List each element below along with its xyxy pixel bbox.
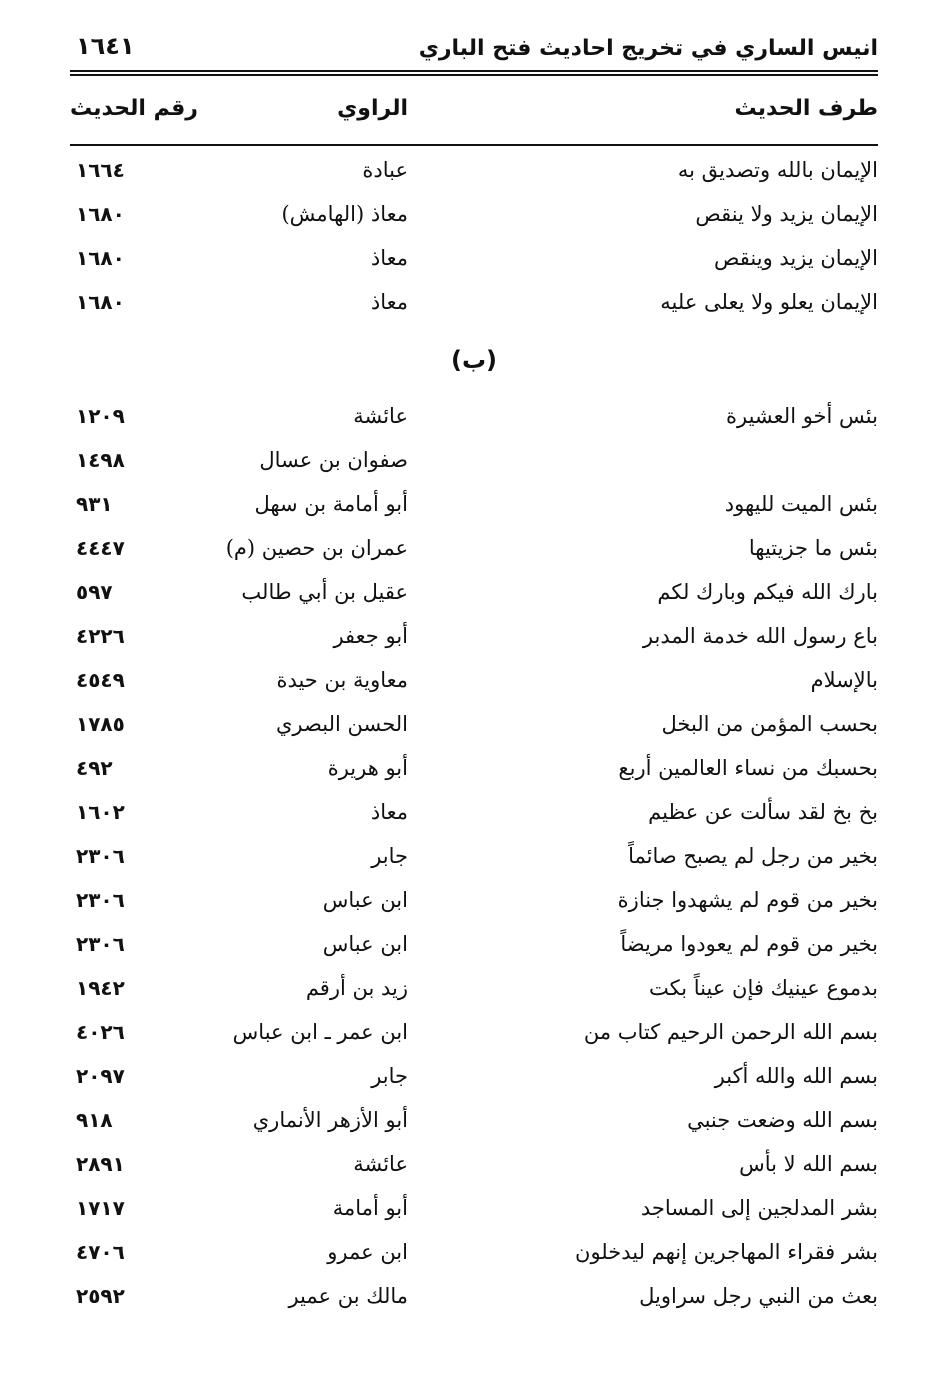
hadith-cell: بسم الله الرحمن الرحيم كتاب من <box>583 1020 878 1044</box>
table-row <box>70 1100 878 1144</box>
hadith-cell: بخير من قوم لم يشهدوا جنازة <box>617 888 878 912</box>
hadith-number-cell: ٢٣٠٦ <box>76 888 125 912</box>
narrator-cell: ابن عباس <box>322 888 408 912</box>
hadith-cell: الإيمان يزيد وينقص <box>714 246 878 270</box>
hadith-number-cell: ١٧٨٥ <box>76 712 125 736</box>
table-row <box>70 968 878 1012</box>
hadith-cell: بشر المدلجين إلى المساجد <box>640 1196 878 1220</box>
index-table <box>70 150 878 1320</box>
hadith-cell: الإيمان يزيد ولا ينقص <box>695 202 878 226</box>
column-header-hadith: طرف الحديث <box>734 96 878 121</box>
section-divider <box>70 326 878 396</box>
hadith-number-cell: ٢٠٩٧ <box>76 1064 125 1088</box>
hadith-number-cell: ١٧١٧ <box>76 1196 125 1220</box>
table-row <box>70 836 878 880</box>
table-row <box>70 282 878 326</box>
table-row <box>70 440 878 484</box>
table-row <box>70 1012 878 1056</box>
table-row <box>70 748 878 792</box>
hadith-number-cell: ١٢٠٩ <box>76 404 125 428</box>
hadith-number-cell: ١٦٨٠ <box>76 202 125 226</box>
narrator-cell: معاذ <box>370 800 408 824</box>
section-label: (ب) <box>450 346 498 374</box>
hadith-cell: بارك الله فيكم وبارك لكم <box>657 580 878 604</box>
hadith-cell: الإيمان يعلو ولا يعلى عليه <box>660 290 878 314</box>
narrator-cell: معاذ <box>370 290 408 314</box>
narrator-cell: أبو جعفر <box>333 624 408 648</box>
hadith-cell: بئس أخو العشيرة <box>726 404 878 428</box>
hadith-number-cell: ١٦٨٠ <box>76 290 125 314</box>
hadith-cell: بدموع عينيك فإن عيناً بكت <box>649 976 878 1000</box>
hadith-cell: الإيمان بالله وتصديق به <box>677 158 878 182</box>
narrator-cell: أبو أمامة بن سهل <box>254 492 408 516</box>
hadith-number-cell: ٤٧٠٦ <box>76 1240 125 1264</box>
hadith-cell: بسم الله لا بأس <box>739 1152 878 1176</box>
table-row <box>70 150 878 194</box>
narrator-cell: ابن عمر ـ ابن عباس <box>232 1020 408 1044</box>
table-row <box>70 194 878 238</box>
narrator-cell: أبو الأزهر الأنماري <box>252 1108 408 1132</box>
table-row <box>70 484 878 528</box>
hadith-number-cell: ٤٩٢ <box>76 756 113 780</box>
hadith-number-cell: ٤٤٤٧ <box>76 536 125 560</box>
table-row <box>70 1144 878 1188</box>
hadith-number-cell: ١٦٠٢ <box>76 800 125 824</box>
hadith-number-cell: ٥٩٧ <box>76 580 113 604</box>
table-row <box>70 880 878 924</box>
hadith-number-cell: ٢٥٩٢ <box>76 1284 125 1308</box>
narrator-cell: صفوان بن عسال <box>259 448 408 472</box>
hadith-number-cell: ٢٣٠٦ <box>76 844 125 868</box>
table-row <box>70 660 878 704</box>
narrator-cell: جابر <box>371 844 408 868</box>
header-rule <box>70 70 878 72</box>
hadith-number-cell: ١٦٦٤ <box>76 158 125 182</box>
table-row <box>70 1276 878 1320</box>
hadith-cell: بئس الميت لليهود <box>724 492 878 516</box>
narrator-cell: الحسن البصري <box>276 712 408 736</box>
hadith-number-cell: ٤٢٢٦ <box>76 624 125 648</box>
hadith-number-cell: ٤٥٤٩ <box>76 668 125 692</box>
header-rule-double <box>70 74 878 76</box>
column-header-number: رقم الحديث <box>70 96 198 121</box>
table-row <box>70 528 878 572</box>
narrator-cell: عائشة <box>353 1152 408 1176</box>
table-row <box>70 924 878 968</box>
narrator-cell: جابر <box>371 1064 408 1088</box>
hadith-number-cell: ٢٨٩١ <box>76 1152 125 1176</box>
narrator-cell: أبو أمامة <box>332 1196 408 1220</box>
hadith-cell: بعث من النبي رجل سراويل <box>639 1284 878 1308</box>
table-row <box>70 792 878 836</box>
narrator-cell: مالك بن عمير <box>288 1284 408 1308</box>
hadith-number-cell: ١٩٤٢ <box>76 976 125 1000</box>
table-row <box>70 1232 878 1276</box>
table-row <box>70 396 878 440</box>
hadith-cell: بسم الله والله أكبر <box>714 1064 878 1088</box>
narrator-cell: أبو هريرة <box>327 756 408 780</box>
column-header-rule <box>70 144 878 146</box>
narrator-cell: عمران بن حصين (م) <box>225 536 408 560</box>
narrator-cell: معاوية بن حيدة <box>276 668 408 692</box>
table-row <box>70 1188 878 1232</box>
hadith-cell: بخير من رجل لم يصبح صائماً <box>628 844 878 868</box>
column-header-narrator: الراوي <box>337 96 408 121</box>
hadith-cell: بخ بخ لقد سألت عن عظيم <box>648 800 878 824</box>
hadith-cell: بسم الله وضعت جنبي <box>687 1108 878 1132</box>
running-header <box>70 30 878 70</box>
narrator-cell: معاذ <box>370 246 408 270</box>
hadith-number-cell: ٩٣١ <box>76 492 113 516</box>
hadith-cell: بحسبك من نساء العالمين أربع <box>618 756 878 780</box>
narrator-cell: زيد بن أرقم <box>305 976 408 1000</box>
narrator-cell: عائشة <box>353 404 408 428</box>
table-row <box>70 616 878 660</box>
hadith-cell: بشر فقراء المهاجرين إنهم ليدخلون <box>575 1240 878 1264</box>
table-row <box>70 1056 878 1100</box>
hadith-number-cell: ١٦٨٠ <box>76 246 125 270</box>
running-title: انيس الساري في تخريج احاديث فتح الباري <box>418 36 878 61</box>
hadith-number-cell: ٤٠٢٦ <box>76 1020 125 1044</box>
narrator-cell: ابن عباس <box>322 932 408 956</box>
hadith-cell: بحسب المؤمن من البخل <box>661 712 878 736</box>
table-row <box>70 704 878 748</box>
narrator-cell: ابن عمرو <box>327 1240 408 1264</box>
hadith-cell: بالإسلام <box>810 668 878 692</box>
narrator-cell: عبادة <box>362 158 408 182</box>
page-number: ١٦٤١ <box>76 32 135 60</box>
narrator-cell: معاذ (الهامش) <box>281 202 408 226</box>
hadith-cell: بخير من قوم لم يعودوا مريضاً <box>620 932 878 956</box>
hadith-number-cell: ٩١٨ <box>76 1108 113 1132</box>
column-headers <box>70 96 878 132</box>
hadith-cell: باع رسول الله خدمة المدبر <box>642 624 878 648</box>
hadith-number-cell: ١٤٩٨ <box>76 448 125 472</box>
narrator-cell: عقيل بن أبي طالب <box>241 580 408 604</box>
hadith-number-cell: ٢٣٠٦ <box>76 932 125 956</box>
table-row <box>70 238 878 282</box>
table-row <box>70 572 878 616</box>
hadith-cell: بئس ما جزيتيها <box>748 536 878 560</box>
